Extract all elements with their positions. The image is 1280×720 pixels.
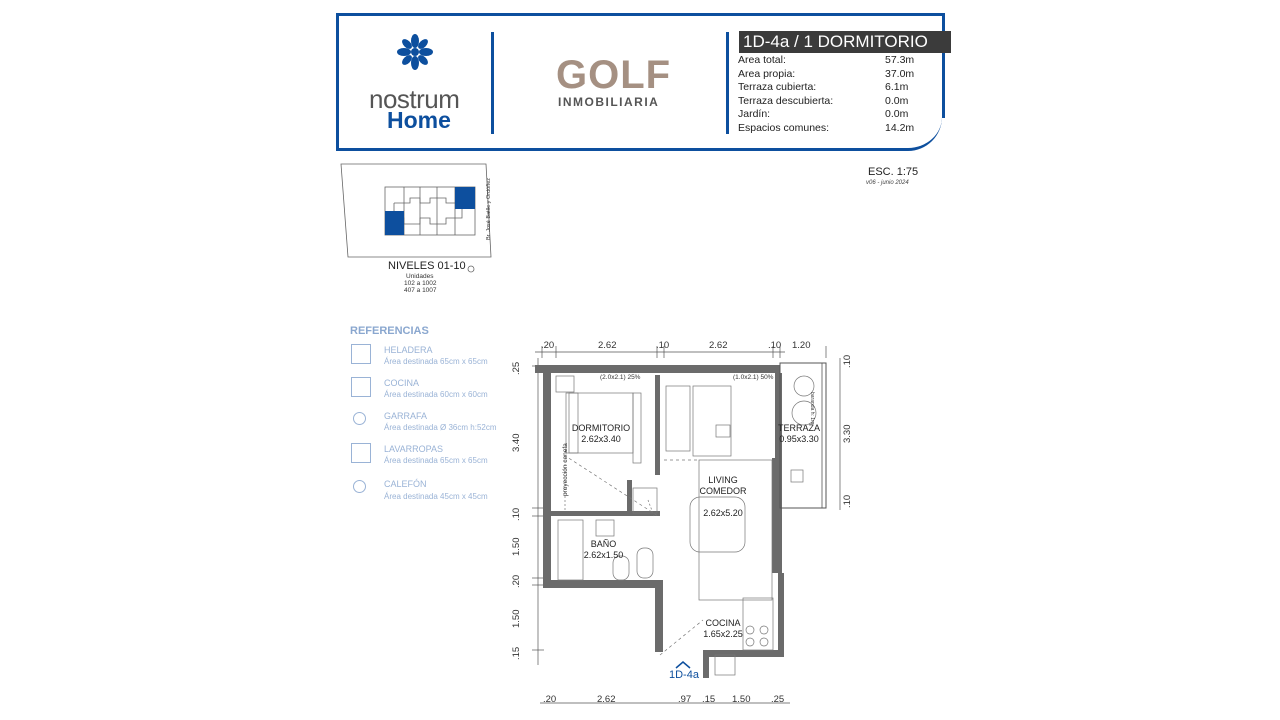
- units-label: Unidades: [406, 273, 434, 280]
- room-cocina: [697, 618, 749, 640]
- units-range-b: 407 a 1007: [404, 287, 437, 294]
- dim-bottom: 1.50: [732, 694, 751, 705]
- ref-name: COCINA: [384, 378, 420, 388]
- key-plan: [341, 164, 491, 272]
- room-bano: [576, 539, 631, 561]
- spec-label: Area propia:: [738, 68, 796, 80]
- unit-marker: 1D-4a: [669, 669, 699, 681]
- spec-value: 0.0m: [885, 108, 909, 120]
- floor-plan: [532, 346, 840, 703]
- levels-label: NIVELES 01-10: [388, 260, 466, 272]
- spec-label: Jardín:: [738, 108, 771, 120]
- room-name: DORMITORIO: [571, 423, 631, 433]
- dim-bottom: .25: [771, 694, 785, 705]
- room-name: TERRAZA: [778, 423, 821, 433]
- room-name: BAÑO: [590, 539, 617, 549]
- ref-name: LAVARROPAS: [384, 444, 444, 454]
- dim-bottom: .97: [678, 694, 692, 705]
- spec-label: Espacios comunes:: [738, 122, 830, 134]
- spec-value: 14.2m: [885, 122, 915, 134]
- room-terraza: [778, 423, 820, 445]
- home-wordmark: Home: [387, 107, 451, 133]
- dim-top: 1.20: [792, 340, 811, 351]
- note-window-right: (1.0x2.1) 50%: [733, 374, 774, 381]
- unit-title: 1D-4a / 1 DORMITORIO: [739, 31, 951, 53]
- room-size: 2.62x3.40: [581, 434, 621, 444]
- referencias-title: REFERENCIAS: [350, 325, 429, 337]
- ref-desc: Área destinada 45cm x 45cm: [384, 492, 488, 501]
- spec-value: 6.1m: [885, 81, 909, 93]
- water-heater-icon: [353, 480, 366, 493]
- dim-bottom: 2.62: [597, 694, 616, 705]
- dim-top: 2.62: [709, 340, 728, 351]
- dim-top: 2.62: [598, 340, 617, 351]
- ref-desc: Área destinada 60cm x 60cm: [384, 390, 488, 399]
- room-size: 1.65x2.25: [703, 629, 743, 639]
- dim-top: .20: [541, 340, 555, 351]
- scale-label: ESC. 1:75: [868, 166, 919, 178]
- version-label: v06 - junio 2024: [866, 180, 909, 186]
- dim-left: 1.50: [511, 537, 522, 556]
- spec-label: Terraza descubierta:: [738, 95, 834, 107]
- spec-value: 57.3m: [885, 54, 915, 66]
- ref-name: CALEFÓN: [384, 479, 427, 489]
- dim-right: .10: [842, 494, 853, 508]
- room-size: 2.62x5.20: [703, 508, 743, 518]
- street-label: Br. José Batlle y Ordóñez: [486, 177, 492, 240]
- dim-left: .20: [511, 574, 522, 588]
- stove-icon: [351, 377, 371, 397]
- room-name: COCINA: [705, 618, 741, 628]
- units-range-a: 102 a 1002: [404, 280, 437, 287]
- spec-label: Terraza cubierta:: [738, 81, 817, 93]
- ref-name: HELADERA: [384, 345, 433, 355]
- note-baranda: baranda h: 1m: [809, 392, 815, 425]
- spec-value: 0.0m: [885, 95, 909, 107]
- dim-top: .10: [656, 340, 670, 351]
- washer-icon: [351, 443, 371, 463]
- room-size: 0.95x3.30: [779, 434, 819, 444]
- nostrum-wordmark: nostrum: [369, 84, 460, 114]
- inmobiliaria-wordmark: INMOBILIARIA: [558, 95, 660, 109]
- room-living: [693, 464, 753, 530]
- note-window-left: (2.0x2.1) 25%: [600, 374, 641, 381]
- note-proyeccion: proyección cenefa: [562, 443, 569, 496]
- fridge-icon: [351, 344, 371, 364]
- dim-bottom: .15: [702, 694, 716, 705]
- dim-top: .10: [768, 340, 782, 351]
- room-size: 2.62x1.50: [583, 550, 624, 560]
- dim-right: .10: [842, 354, 853, 368]
- gas-bottle-icon: [353, 412, 366, 425]
- dim-left: 1.50: [511, 609, 522, 628]
- room-dormitorio: [566, 423, 636, 445]
- dim-right: 3.30: [842, 424, 853, 443]
- dim-left: .10: [511, 507, 522, 521]
- dim-left: .15: [511, 646, 522, 660]
- ref-name: GARRAFA: [384, 411, 428, 421]
- ref-desc: Área destinada Ø 36cm h:52cm: [384, 423, 497, 432]
- spec-label: Area total:: [738, 54, 786, 66]
- dim-left: 3.40: [511, 433, 522, 452]
- spec-value: 37.0m: [885, 68, 915, 80]
- dim-left: .25: [511, 361, 522, 375]
- ref-desc: Área destinada 65cm x 65cm: [384, 456, 488, 465]
- ref-desc: Área destinada 65cm x 65cm: [384, 357, 488, 366]
- dim-bottom: .20: [543, 694, 557, 705]
- room-name: LIVING COMEDOR: [699, 475, 747, 496]
- golf-wordmark: GOLF: [556, 53, 672, 97]
- nostrum-logo-icon: [397, 34, 433, 70]
